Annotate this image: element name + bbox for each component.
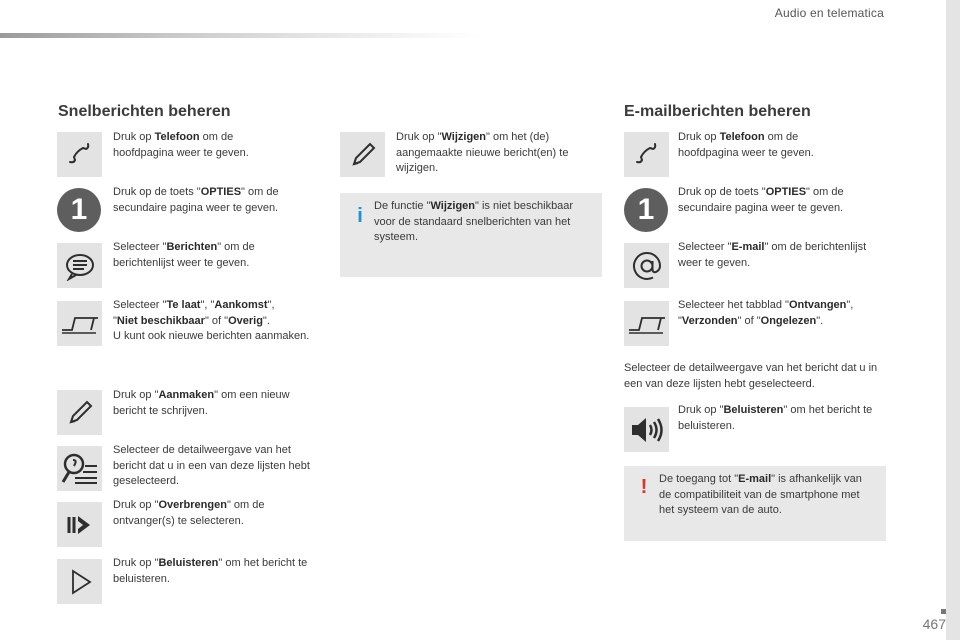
info-note <box>340 193 602 277</box>
phone-handset-icon <box>624 132 669 177</box>
phone-handset-icon <box>57 132 102 177</box>
detail-view-icon <box>57 446 102 491</box>
warning-note <box>624 466 886 541</box>
warning-note-text: De toegang tot "E-mail" is afhankelijk van de compatibiliteit van de smartphone met het systeem van de auto. <box>659 473 862 516</box>
message-list-icon <box>57 243 102 288</box>
left-step-telefoon: Druk op Telefoon om de hoofdpagina weer te geven. <box>113 131 249 159</box>
page-edge-strip <box>946 0 960 640</box>
tab-icon <box>624 301 669 346</box>
header-gradient-bar <box>0 33 480 38</box>
middle-step-wijzigen: Druk op "Wijzigen" om het (de) aangemaakte nieuwe bericht(en) te wijzigen. <box>396 131 569 174</box>
left-step-aanmaken: Druk op "Aanmaken" om een nieuw bericht te schrijven. <box>113 389 290 417</box>
right-detail-text: Selecteer de detailweergave van het bericht dat u in een van deze lijsten hebt geselecteerd. <box>624 362 878 390</box>
info-icon: i <box>357 205 363 227</box>
left-step-detail: Selecteer de detailweergave van het bericht dat u in een van deze lijsten hebt geselecteerd. <box>113 444 310 487</box>
speaker-icon <box>624 407 669 452</box>
left-step-berichten: Selecteer "Berichten" om de berichtenlijst weer te geven. <box>113 241 255 269</box>
left-heading: Snelberichten beheren <box>58 103 231 120</box>
info-note-text: De functie "Wijzigen" is niet beschikbaar voor de standaard snelberichten van het systeem. <box>374 200 574 243</box>
pen-icon <box>57 390 102 435</box>
left-step-opties: Druk op de toets "OPTIES" om de secundaire pagina weer te geven. <box>113 186 279 214</box>
step-number-1: 1 <box>57 188 101 232</box>
pen-icon <box>340 132 385 177</box>
section-title: Audio en telematica <box>774 6 884 20</box>
step-number-1: 1 <box>624 188 668 232</box>
right-step-email: Selecteer "E-mail" om de berichtenlijst weer te geven. <box>678 241 867 269</box>
right-step-tabs: Selecteer het tabblad "Ontvangen", "Verzonden" of "Ongelezen". <box>678 299 854 327</box>
page-number: 467 <box>922 616 946 632</box>
play-icon <box>57 559 102 604</box>
right-step-opties: Druk op de toets "OPTIES" om de secundaire pagina weer te geven. <box>678 186 844 214</box>
page-marker <box>941 609 946 614</box>
forward-arrow-icon <box>57 502 102 547</box>
right-step-telefoon: Druk op Telefoon om de hoofdpagina weer te geven. <box>678 131 814 159</box>
tab-icon <box>57 301 102 346</box>
warning-icon: ! <box>640 476 648 498</box>
at-sign-icon <box>624 243 669 288</box>
left-step-beluisteren: Druk op "Beluisteren" om het bericht te beluisteren. <box>113 557 308 585</box>
right-step-beluisteren: Druk op "Beluisteren" om het bericht te beluisteren. <box>678 404 873 432</box>
right-heading: E-mailberichten beheren <box>624 103 811 120</box>
left-step-tabs: Selecteer "Te laat", "Aankomst", "Niet beschikbaar" of "Overig". U kunt ook nieuwe berichten aanmaken. <box>113 299 310 342</box>
left-step-overbrengen: Druk op "Overbrengen" om de ontvanger(s) te selecteren. <box>113 499 265 527</box>
